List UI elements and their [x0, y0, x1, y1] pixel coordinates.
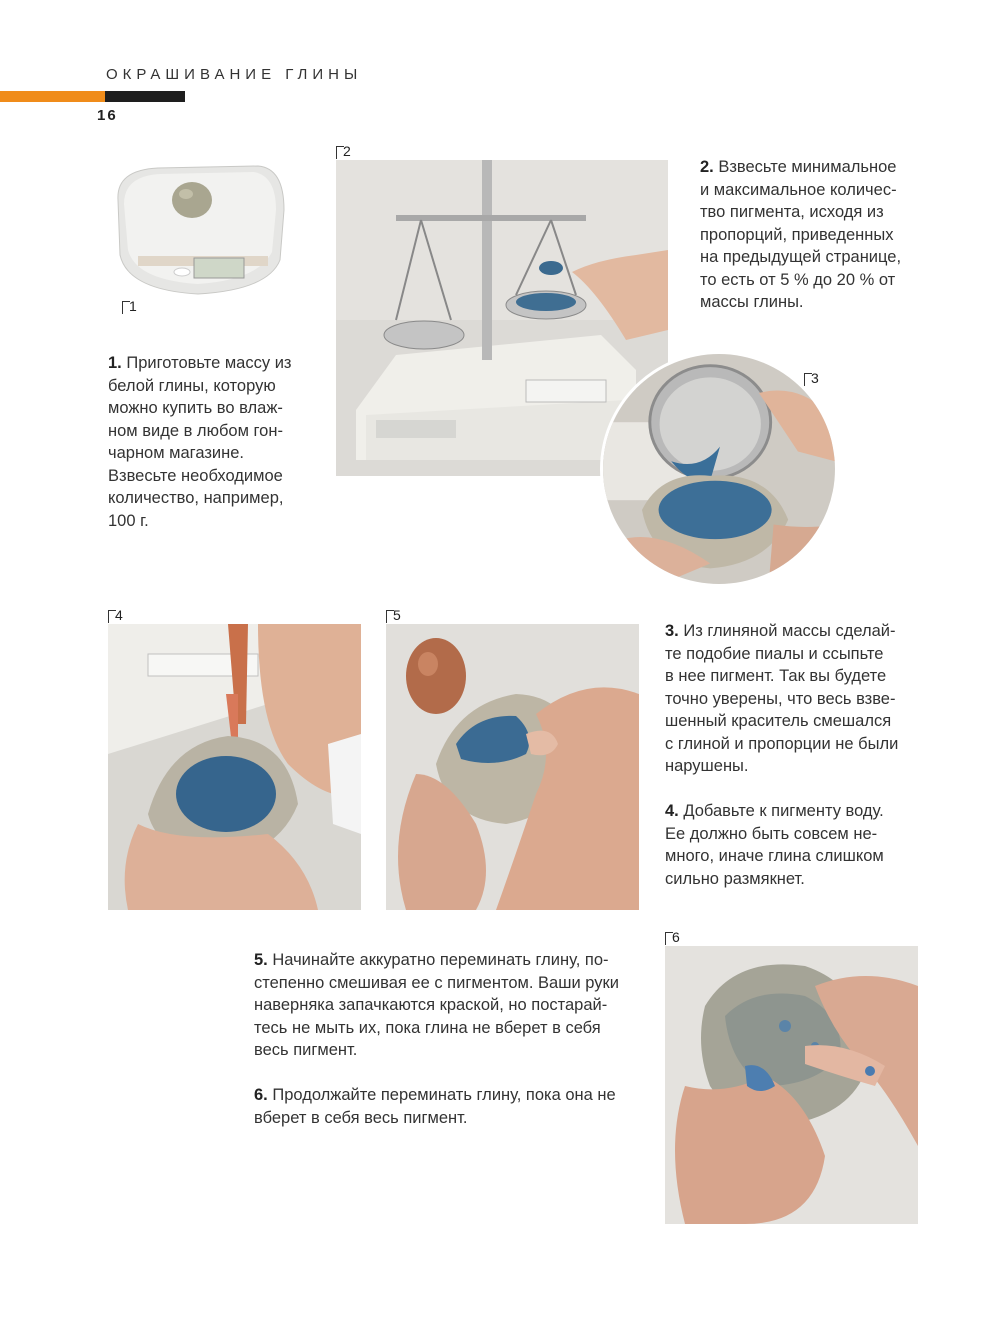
- photo-label-2: 2: [336, 142, 351, 158]
- photo-4-adding-water: [108, 624, 361, 910]
- step-1-text: [108, 352, 318, 532]
- photo-1-digital-scale: [108, 160, 286, 298]
- step-description: Продолжайте переминать глину, пока она не вберет в себя весь пигмент.: [254, 1086, 616, 1127]
- step-number: 1.: [108, 354, 122, 372]
- step-description: Начинайте аккуратно переминать глину, по- степенно смешивая ее с пигментом. Ваши руки наверняка запачкаются краской, но постарай- тесь не мыть их, пока глина не вберет в себя весь пигмент.: [254, 951, 619, 1059]
- photo-6-kneading-clay: [665, 946, 918, 1224]
- step-3-text: [665, 620, 930, 778]
- photo-label-5: 5: [386, 606, 401, 622]
- step-number: 5.: [254, 951, 268, 969]
- step-description: Из глиняной массы сделай- те подобие пиалы и ссыпьте в нее пигмент. Так вы будете точно уверены, что весь взве- шенный краситель смешался с глиной и пропорции не были нарушены.: [665, 622, 899, 775]
- step-4-text: [665, 800, 930, 890]
- step-description: Добавьте к пигменту воду. Ее должно быть совсем не- много, иначе глина слишком сильно размякнет.: [665, 802, 884, 888]
- photo-label-3: 3: [804, 369, 819, 385]
- step-2-text: [700, 156, 930, 314]
- page-number: 16: [97, 107, 118, 124]
- step-number: 3.: [665, 622, 679, 640]
- photo-3-pouring-pigment: [600, 351, 838, 587]
- photo-label-6: 6: [665, 928, 680, 944]
- step-number: 6.: [254, 1086, 268, 1104]
- step-description: Приготовьте массу из белой глины, которую можно купить во влаж- ном виде в любом гон- чарном магазине. Взвесьте необходимое количество, например, 100 г.: [108, 354, 292, 530]
- header-accent-bar: [0, 91, 105, 102]
- step-5-text: [254, 949, 649, 1062]
- photo-label-4: 4: [108, 606, 123, 622]
- photo-label-1: 1: [122, 297, 137, 313]
- running-header-title: ОКРАШИВАНИЕ ГЛИНЫ: [106, 66, 363, 83]
- photo-5-mixing-clay: [386, 624, 639, 910]
- step-description: Взвесьте минимальное и максимальное количес- тво пигмента, исходя из пропорций, приведенных на предыдущей странице, то есть от 5 % до 20 % от массы глины.: [700, 158, 902, 311]
- header-dark-bar: [105, 91, 185, 102]
- step-number: 4.: [665, 802, 679, 820]
- step-6-text: [254, 1084, 649, 1129]
- step-number: 2.: [700, 158, 714, 176]
